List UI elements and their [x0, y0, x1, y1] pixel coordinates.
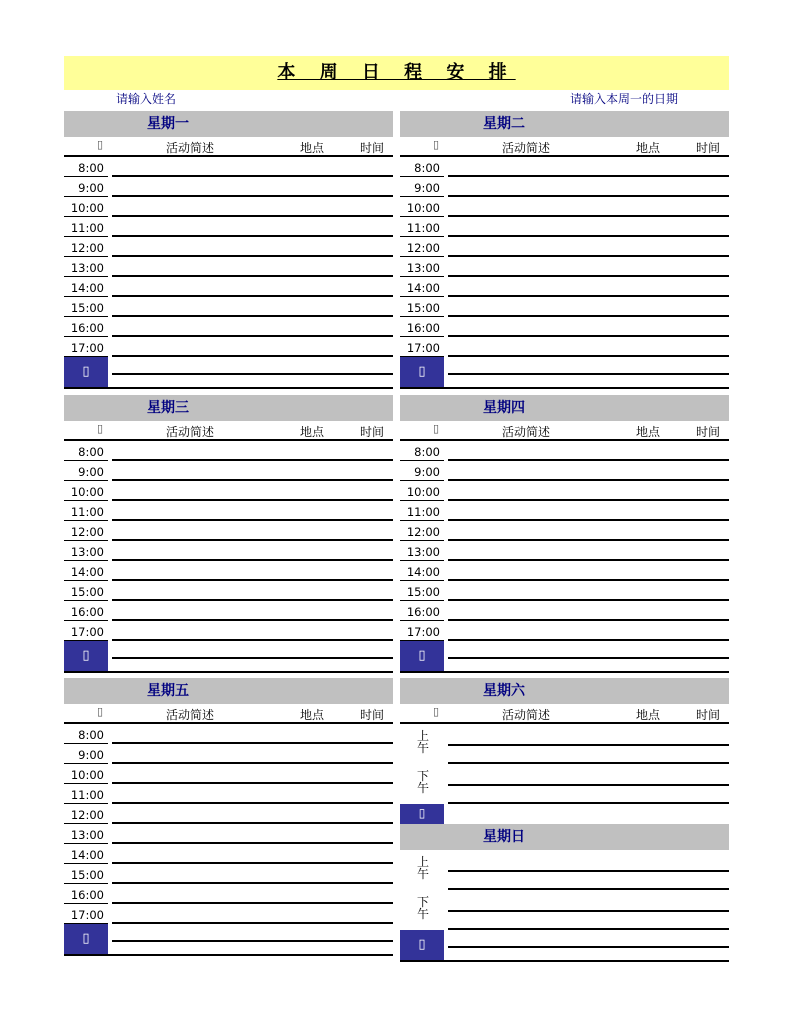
hour-row[interactable]: [64, 601, 393, 621]
note-icon[interactable]: ▯: [64, 641, 108, 673]
date-prompt[interactable]: 请输入本周一的日期: [570, 92, 679, 106]
column-location: 地点: [636, 425, 661, 439]
hour-label: 17:00: [70, 625, 104, 639]
hour-row[interactable]: [400, 621, 729, 641]
hour-label: 14:00: [70, 281, 104, 295]
page-title: [64, 56, 729, 90]
hour-row[interactable]: [64, 824, 393, 844]
hour-row[interactable]: [64, 764, 393, 784]
day-block-fri: [64, 678, 393, 956]
hour-row[interactable]: [64, 784, 393, 804]
hour-row[interactable]: [64, 541, 393, 561]
hour-label: 9:00: [414, 465, 440, 479]
hour-label: 15:00: [406, 585, 440, 599]
hour-label: 17:00: [406, 625, 440, 639]
entry-line[interactable]: [448, 657, 729, 659]
hour-row[interactable]: [64, 501, 393, 521]
hour-label: 16:00: [70, 888, 104, 902]
note-icon[interactable]: ▯: [400, 641, 444, 673]
day-block-thu: [400, 395, 729, 673]
day-block-wed: [64, 395, 393, 673]
entry-line[interactable]: [448, 784, 729, 786]
column-location: 地点: [636, 141, 661, 155]
column-time: 时间: [696, 141, 721, 155]
hour-row[interactable]: [64, 157, 393, 177]
column-header-wed: [64, 421, 393, 441]
hour-label: 10:00: [406, 201, 440, 215]
entry-line[interactable]: [448, 946, 729, 948]
hour-row[interactable]: [400, 277, 729, 297]
column-header-sat: [400, 704, 729, 724]
column-description: 活动简述: [502, 141, 551, 155]
hour-row[interactable]: [64, 481, 393, 501]
column-icon: ▯: [97, 422, 104, 435]
hour-row[interactable]: [400, 501, 729, 521]
day-header-sat: 星期六: [400, 678, 729, 704]
hour-label: 16:00: [70, 605, 104, 619]
hour-row[interactable]: [64, 461, 393, 481]
hour-row[interactable]: [64, 217, 393, 237]
hour-row[interactable]: [64, 561, 393, 581]
hour-label: 11:00: [406, 505, 440, 519]
column-time: 时间: [360, 141, 385, 155]
name-prompt[interactable]: 请输入姓名: [116, 92, 177, 106]
hour-row[interactable]: [400, 561, 729, 581]
hour-row[interactable]: [400, 441, 729, 461]
hour-row[interactable]: [400, 601, 729, 621]
column-description: 活动简述: [166, 425, 215, 439]
hour-label: 14:00: [406, 565, 440, 579]
hour-label: 15:00: [70, 868, 104, 882]
column-time: 时间: [696, 425, 721, 439]
day-header-mon: 星期一: [64, 111, 393, 137]
entry-line[interactable]: [64, 387, 393, 389]
sat-morning-row[interactable]: [400, 724, 729, 764]
hour-label: 13:00: [70, 828, 104, 842]
day-header-fri: 星期五: [64, 678, 393, 704]
column-description: 活动简述: [166, 141, 215, 155]
entry-line[interactable]: [448, 910, 729, 912]
hour-label: 15:00: [406, 301, 440, 315]
column-icon: ▯: [433, 705, 440, 718]
hour-row[interactable]: [64, 297, 393, 317]
column-header-tue: [400, 137, 729, 157]
hour-label: 10:00: [406, 485, 440, 499]
hour-label: 17:00: [406, 341, 440, 355]
entry-line[interactable]: [448, 373, 729, 375]
hour-row[interactable]: [400, 157, 729, 177]
hour-label: 9:00: [78, 181, 104, 195]
hour-label: 12:00: [406, 241, 440, 255]
hour-row[interactable]: [64, 277, 393, 297]
hour-row[interactable]: [400, 197, 729, 217]
note-row-fri[interactable]: [64, 924, 393, 956]
note-icon[interactable]: ▯: [400, 804, 444, 824]
column-location: 地点: [300, 425, 325, 439]
hour-row[interactable]: [400, 461, 729, 481]
column-time: 时间: [696, 708, 721, 722]
hour-label: 8:00: [78, 728, 104, 742]
day-header-wed: 星期三: [64, 395, 393, 421]
hour-row[interactable]: [64, 257, 393, 277]
hour-label: 10:00: [70, 201, 104, 215]
note-icon[interactable]: ▯: [400, 357, 444, 389]
entry-line[interactable]: [400, 960, 729, 962]
hour-label: 16:00: [406, 321, 440, 335]
hour-label: 15:00: [70, 585, 104, 599]
column-time: 时间: [360, 708, 385, 722]
hour-row[interactable]: [400, 541, 729, 561]
column-icon: ▯: [97, 705, 104, 718]
hour-row[interactable]: [64, 884, 393, 904]
hour-row[interactable]: [400, 521, 729, 541]
day-block-tue: [400, 111, 729, 389]
column-description: 活动简述: [502, 425, 551, 439]
morning-label: 上午: [416, 855, 429, 881]
entry-line[interactable]: [64, 954, 393, 956]
hour-row[interactable]: [64, 724, 393, 744]
sat-note-row[interactable]: [400, 804, 729, 824]
hour-row[interactable]: [64, 581, 393, 601]
note-row-tue[interactable]: [400, 357, 729, 389]
afternoon-label: 下午: [416, 769, 429, 795]
afternoon-label: 下午: [416, 895, 429, 921]
column-header-fri: [64, 704, 393, 724]
hour-label: 14:00: [406, 281, 440, 295]
hour-label: 8:00: [414, 161, 440, 175]
note-icon[interactable]: ▯: [64, 357, 108, 389]
sun-morning-row[interactable]: [400, 850, 729, 890]
hour-label: 13:00: [70, 261, 104, 275]
hour-row[interactable]: [400, 237, 729, 257]
entry-line[interactable]: [112, 940, 393, 942]
hour-label: 13:00: [70, 545, 104, 559]
hour-label: 9:00: [78, 748, 104, 762]
hour-label: 14:00: [70, 848, 104, 862]
hour-label: 12:00: [70, 241, 104, 255]
column-header-thu: [400, 421, 729, 441]
hour-row[interactable]: [64, 237, 393, 257]
column-icon: ▯: [433, 422, 440, 435]
hour-label: 15:00: [70, 301, 104, 315]
column-time: 时间: [360, 425, 385, 439]
day-block-sat: [400, 678, 729, 962]
day-header-sun: 星期日: [400, 824, 729, 850]
column-location: 地点: [300, 708, 325, 722]
hour-row[interactable]: [400, 337, 729, 357]
hour-label: 9:00: [78, 465, 104, 479]
hour-row[interactable]: [64, 337, 393, 357]
hour-label: 17:00: [70, 908, 104, 922]
hour-row[interactable]: [64, 744, 393, 764]
hour-row[interactable]: [64, 317, 393, 337]
column-icon: ▯: [97, 138, 104, 151]
hour-row[interactable]: [64, 621, 393, 641]
hour-row[interactable]: [64, 864, 393, 884]
column-header-mon: [64, 137, 393, 157]
note-row-wed[interactable]: [64, 641, 393, 673]
column-description: 活动简述: [502, 708, 551, 722]
hour-label: 13:00: [406, 261, 440, 275]
sun-note-row[interactable]: [400, 930, 729, 962]
entry-line[interactable]: [448, 744, 729, 746]
hour-label: 16:00: [406, 605, 440, 619]
entry-line[interactable]: [400, 671, 729, 673]
hour-label: 11:00: [406, 221, 440, 235]
entry-line[interactable]: [112, 657, 393, 659]
hour-row[interactable]: [400, 581, 729, 601]
hour-label: 8:00: [78, 161, 104, 175]
entry-line[interactable]: [400, 387, 729, 389]
hour-row[interactable]: [400, 297, 729, 317]
entry-line[interactable]: [64, 671, 393, 673]
column-description: 活动简述: [166, 708, 215, 722]
day-header-tue: 星期二: [400, 111, 729, 137]
hour-label: 8:00: [78, 445, 104, 459]
hour-label: 11:00: [70, 505, 104, 519]
hour-label: 12:00: [70, 808, 104, 822]
hour-label: 11:00: [70, 221, 104, 235]
hour-row[interactable]: [400, 217, 729, 237]
hour-label: 14:00: [70, 565, 104, 579]
sat-afternoon-row[interactable]: [400, 764, 729, 804]
column-location: 地点: [636, 708, 661, 722]
hour-row[interactable]: [64, 441, 393, 461]
day-block-mon: [64, 111, 393, 389]
hour-row[interactable]: [64, 804, 393, 824]
note-row-mon[interactable]: [64, 357, 393, 389]
hour-row[interactable]: [400, 481, 729, 501]
hour-row[interactable]: [64, 521, 393, 541]
hour-label: 10:00: [70, 485, 104, 499]
hour-row[interactable]: [400, 257, 729, 277]
hour-row[interactable]: [400, 177, 729, 197]
hour-row[interactable]: [64, 197, 393, 217]
note-icon[interactable]: ▯: [400, 930, 444, 962]
hour-label: 12:00: [406, 525, 440, 539]
column-location: 地点: [300, 141, 325, 155]
note-row-thu[interactable]: [400, 641, 729, 673]
hour-row[interactable]: [64, 844, 393, 864]
hour-row[interactable]: [64, 177, 393, 197]
hour-label: 17:00: [70, 341, 104, 355]
note-icon[interactable]: ▯: [64, 924, 108, 956]
morning-label: 上午: [416, 729, 429, 755]
hour-label: 12:00: [70, 525, 104, 539]
hour-label: 8:00: [414, 445, 440, 459]
hour-label: 9:00: [414, 181, 440, 195]
hour-label: 10:00: [70, 768, 104, 782]
hour-label: 13:00: [406, 545, 440, 559]
entry-line[interactable]: [448, 870, 729, 872]
hour-label: 16:00: [70, 321, 104, 335]
sun-afternoon-row[interactable]: [400, 890, 729, 930]
hour-row[interactable]: [64, 904, 393, 924]
day-header-thu: 星期四: [400, 395, 729, 421]
entry-line[interactable]: [112, 373, 393, 375]
hour-label: 11:00: [70, 788, 104, 802]
hour-row[interactable]: [400, 317, 729, 337]
column-icon: ▯: [433, 138, 440, 151]
page-title-text: 本 周 日 程 安 排: [277, 62, 516, 83]
